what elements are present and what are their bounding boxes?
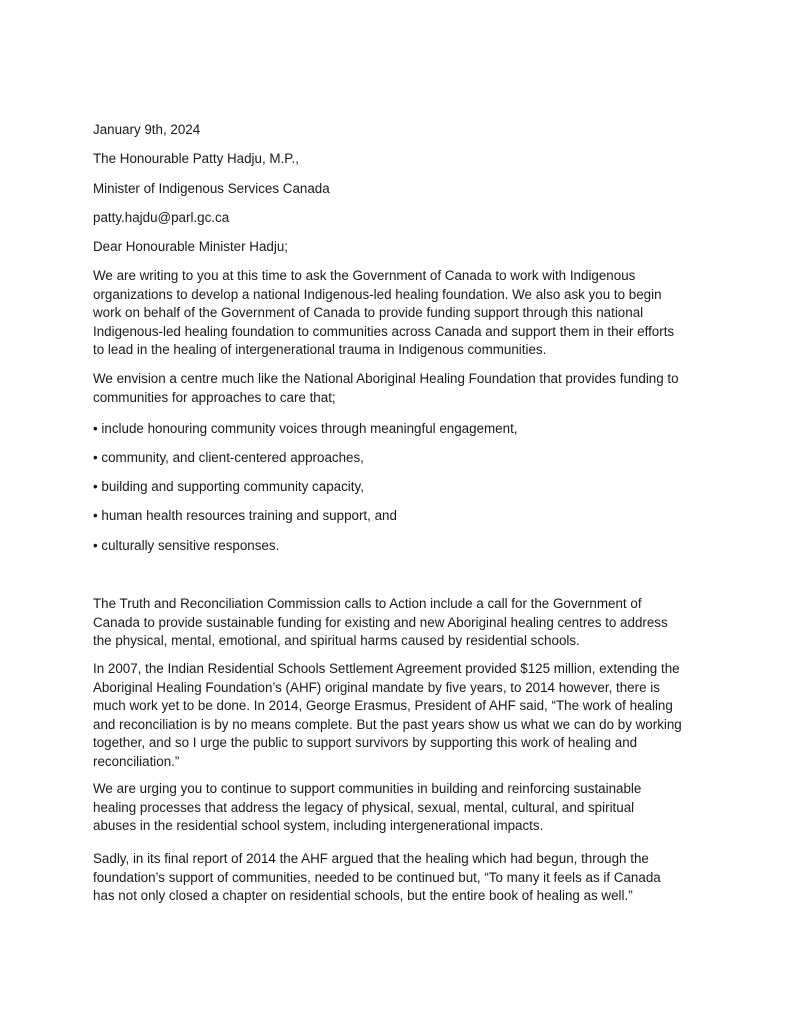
paragraph-line: to lead in the healing of intergenerational trauma in Indigenous communities. <box>93 342 547 357</box>
paragraph-trc <box>93 595 713 651</box>
paragraph-line: foundation’s support of communities, needed to be continued but, “To many it feels as if Canada <box>93 869 661 885</box>
paragraph-line: In 2007, the Indian Residential Schools Settlement Agreement provided $125 million, extending the <box>93 661 680 676</box>
recipient-name: The Honourable Patty Hadju, M.P., <box>93 151 299 166</box>
paragraph-line: and reconciliation is by no means complete. But the past years show us what we can do by working <box>93 716 682 732</box>
letter-date: January 9th, 2024 <box>93 122 201 137</box>
salutation: Dear Honourable Minister Hadju; <box>93 239 289 254</box>
paragraph-urging <box>93 780 713 836</box>
paragraph-line: Aboriginal Healing Foundation’s (AHF) original mandate by five years, to 2014 however, there is <box>93 679 660 695</box>
paragraph-line: communities for approaches to care that; <box>93 389 336 405</box>
paragraph-line: much work yet to be done. In 2014, George Erasmus, President of AHF said, “The work of healing <box>93 698 673 713</box>
paragraph-line: We are writing to you at this time to ask the Government of Canada to work with Indigenous <box>93 268 636 283</box>
recipient-title: Minister of Indigenous Services Canada <box>93 181 330 196</box>
bullet-item: • include honouring community voices through meaningful engagement, <box>93 421 518 436</box>
paragraph-line: Canada to provide sustainable funding for existing and new Aboriginal healing centres to address <box>93 614 668 630</box>
bullet-item: • community, and client-centered approaches, <box>93 450 364 465</box>
paragraph-line: reconciliation.” <box>93 753 180 769</box>
paragraph-line: together, and so I urge the public to support survivors by supporting this work of healing and <box>93 735 638 750</box>
bullet-item: • human health resources training and support, and <box>93 508 397 523</box>
paragraph-line: Sadly, in its final report of 2014 the AHF argued that the healing which had begun, through the <box>93 851 649 866</box>
paragraph-request <box>93 267 713 360</box>
paragraph-final-report <box>93 850 713 906</box>
paragraph-line: work on behalf of the Government of Canada to provide funding support through this national <box>93 305 644 320</box>
paragraph-line: The Truth and Reconciliation Commission calls to Action include a call for the Government of <box>93 596 642 611</box>
recipient-email: patty.hajdu@parl.gc.ca <box>93 210 230 225</box>
paragraph-line: organizations to develop a national Indigenous-led healing foundation. We also ask you to begin <box>93 286 662 302</box>
bullet-item: • building and supporting community capacity, <box>93 479 364 494</box>
paragraph-line: abuses in the residential school system, including intergenerational impacts. <box>93 818 544 833</box>
paragraph-line: We envision a centre much like the National Aboriginal Healing Foundation that provides funding to <box>93 371 679 386</box>
paragraph-line: the physical, mental, emotional, and spiritual harms caused by residential schools. <box>93 633 580 648</box>
paragraph-history <box>93 660 713 771</box>
paragraph-vision <box>93 370 713 407</box>
paragraph-line: Indigenous-led healing foundation to communities across Canada and support them in their efforts <box>93 323 675 339</box>
bullet-item: • culturally sensitive responses. <box>93 538 280 553</box>
paragraph-line: We are urging you to continue to support communities in building and reinforcing sustainable <box>93 781 642 796</box>
paragraph-line: has not only closed a chapter on residential schools, but the entire book of healing as well.” <box>93 888 633 903</box>
paragraph-line: healing processes that address the legacy of physical, sexual, mental, cultural, and spiritual <box>93 799 635 815</box>
